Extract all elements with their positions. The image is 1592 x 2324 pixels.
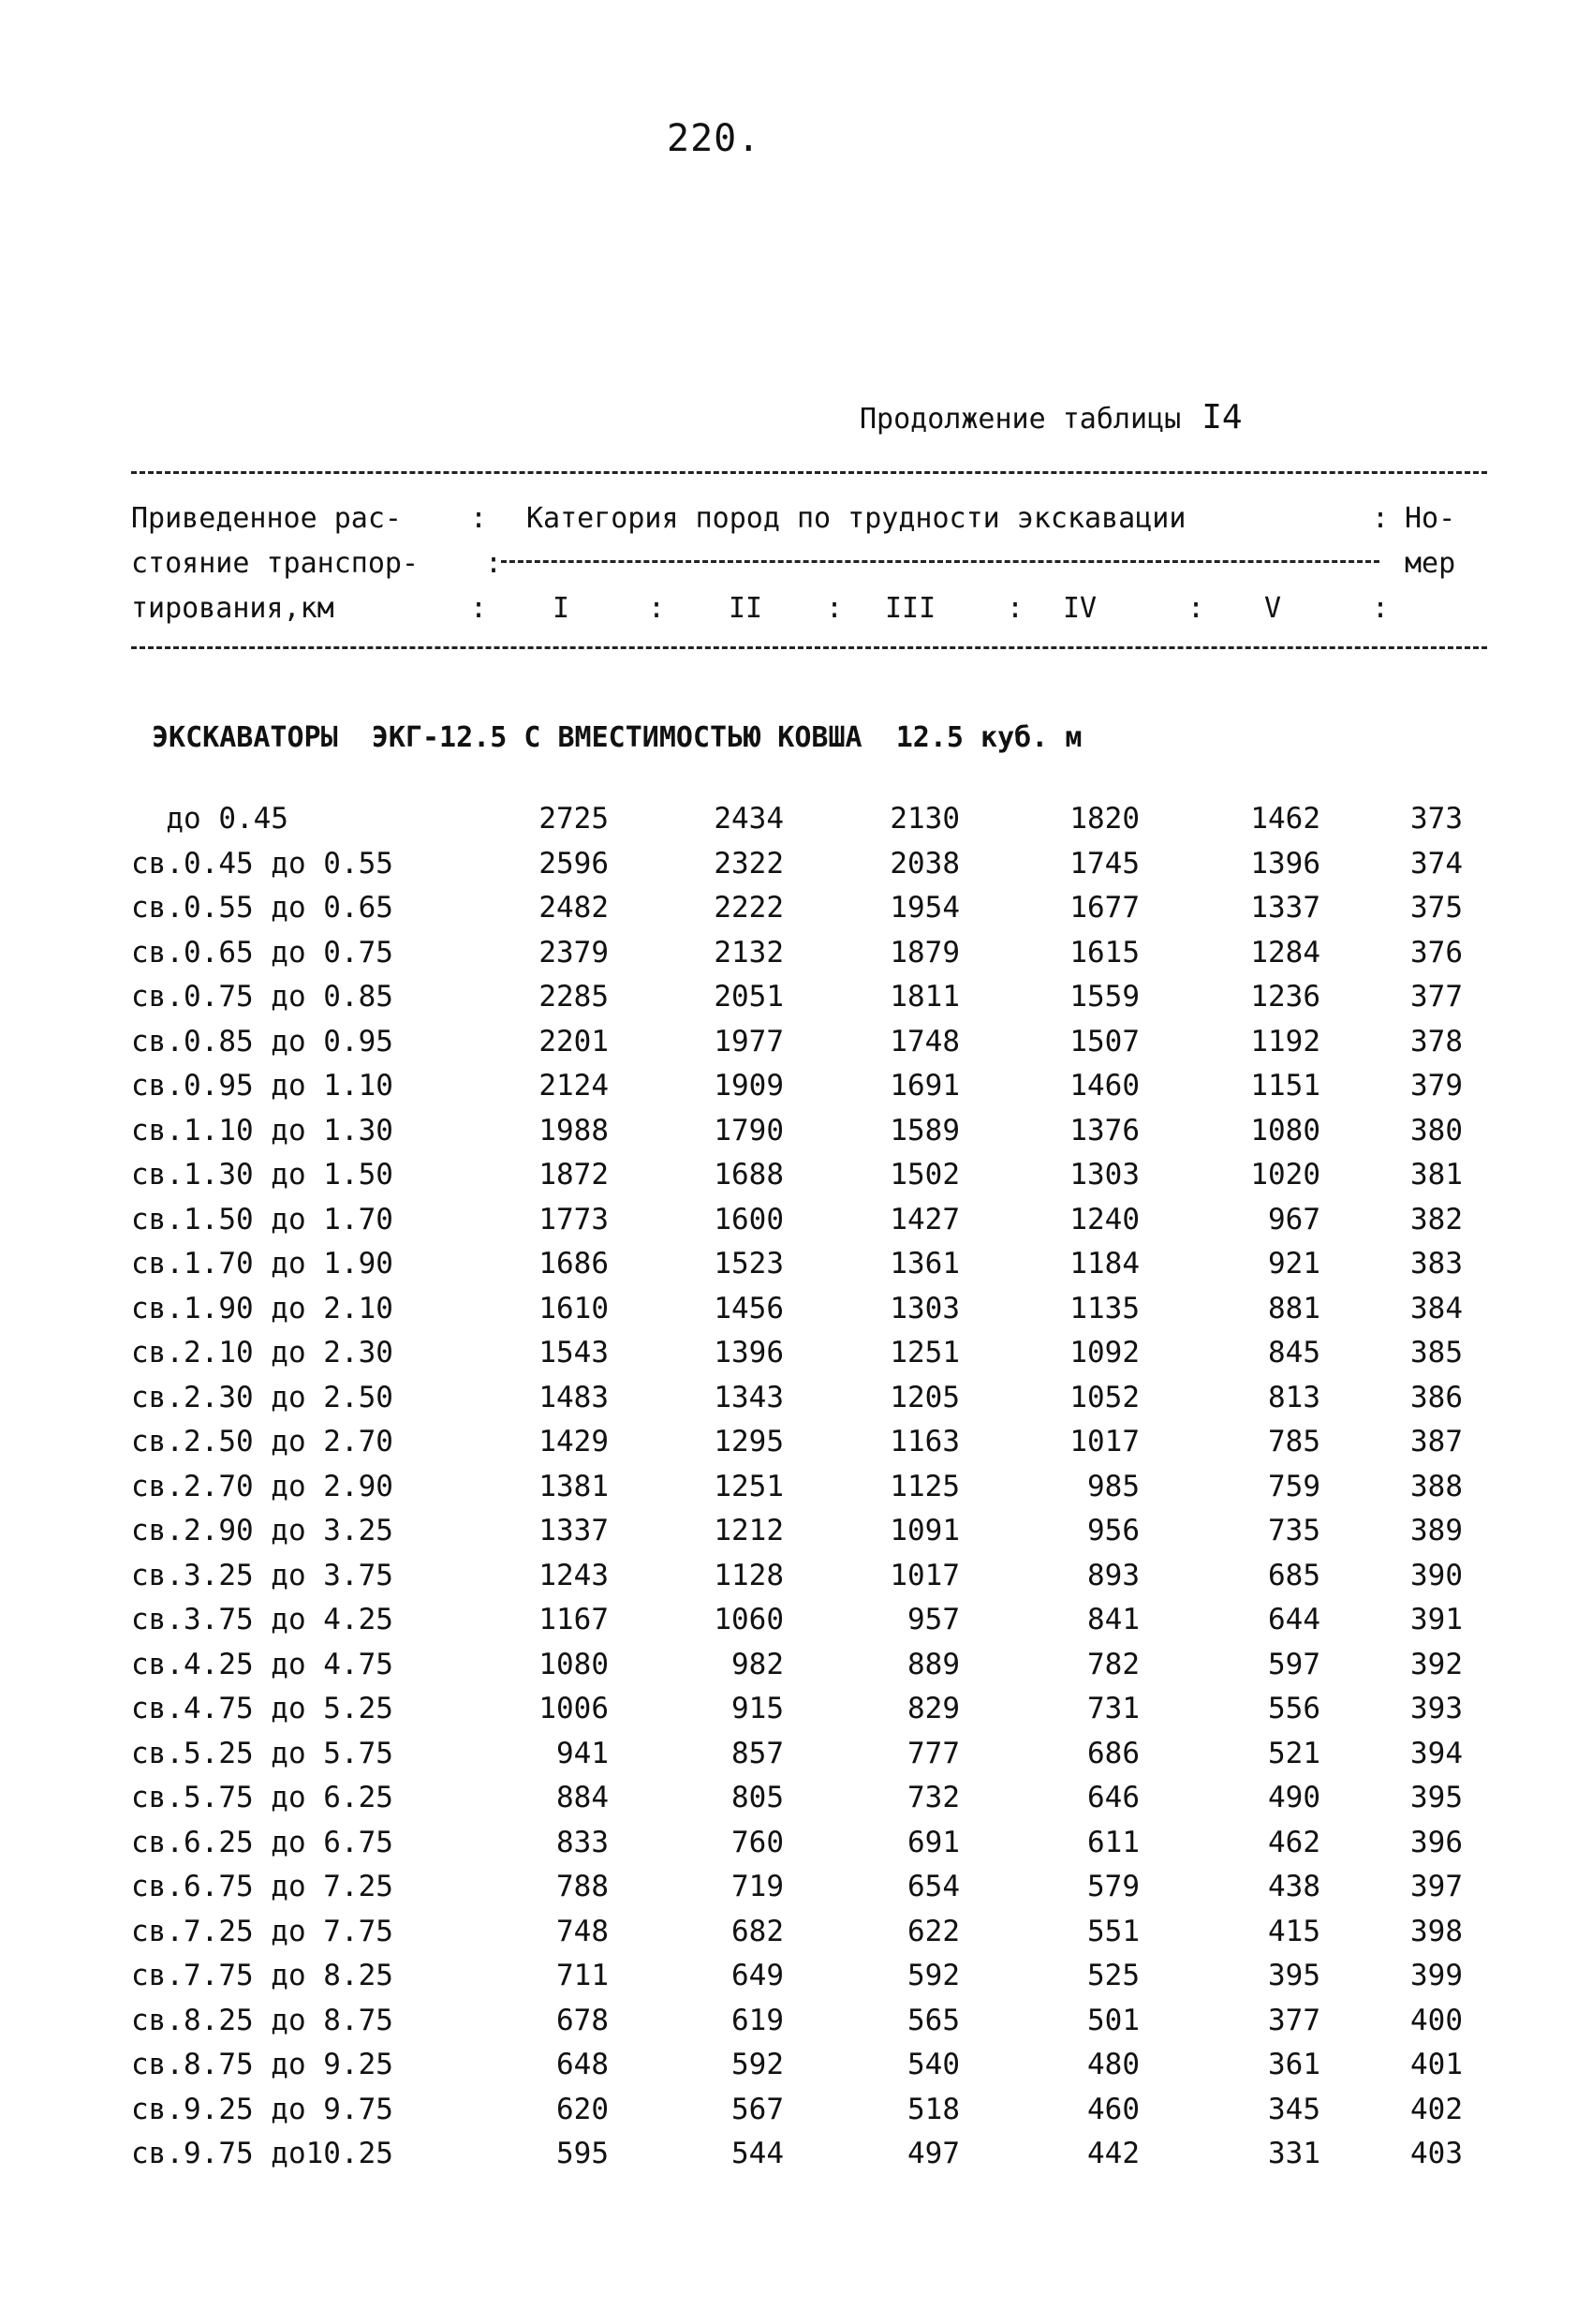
distance-range: св.2.10 до 2.30 [131,1336,393,1369]
category-5-value: 438 [1268,1870,1320,1903]
row-number: 403 [1410,2137,1463,2170]
category-4-value: 893 [1087,1558,1140,1592]
category-4-value: 1052 [1069,1380,1140,1414]
table-row [0,1425,1592,1470]
category-2-value: 1909 [714,1069,784,1103]
header-category-3: III [885,592,936,625]
category-3-value: 1502 [890,1158,960,1192]
category-4-value: 1376 [1069,1113,1140,1147]
table-row [0,1692,1592,1737]
category-4-value: 611 [1087,1825,1140,1859]
header-sep: : [1187,592,1205,625]
category-3-value: 654 [907,1870,960,1903]
category-3-value: 1811 [890,980,960,1014]
category-3-value: 1361 [890,1247,960,1280]
category-4-value: 1184 [1069,1247,1140,1280]
category-1-value: 711 [556,1959,609,1992]
category-2-value: 2434 [714,802,784,836]
table-row [0,980,1592,1025]
row-number: 382 [1410,1202,1463,1236]
table-row [0,1559,1592,1604]
category-5-value: 1080 [1250,1113,1320,1147]
row-number: 393 [1410,1692,1463,1725]
category-4-value: 1303 [1069,1158,1140,1192]
row-number: 389 [1410,1514,1463,1547]
category-3-value: 1091 [890,1514,960,1547]
header-sep: : [826,592,844,625]
category-2-value: 719 [731,1870,784,1903]
category-2-value: 805 [731,1781,784,1814]
table-row [0,1247,1592,1292]
category-1-value: 2596 [538,846,609,881]
table-row [0,1870,1592,1915]
table-row [0,1959,1592,2004]
category-5-value: 395 [1268,1959,1320,1992]
header-sep: : [648,592,666,625]
table-row [0,847,1592,892]
category-3-value: 889 [907,1647,960,1681]
distance-range: св.7.25 до 7.75 [131,1914,393,1948]
table-row [0,891,1592,936]
category-3-value: 2130 [890,802,960,836]
distance-range: св.0.75 до 0.85 [131,980,393,1014]
category-2-value: 1251 [714,1469,784,1503]
category-4-value: 841 [1087,1603,1140,1636]
header-category-2: II [729,592,763,625]
category-2-value: 2322 [714,846,784,881]
category-4-value: 579 [1087,1870,1140,1903]
distance-range: св.9.25 до 9.75 [131,2092,393,2126]
distance-range: св.0.45 до 0.55 [131,846,393,881]
row-number: 398 [1410,1914,1463,1948]
distance-range: св.0.85 до 0.95 [131,1024,393,1058]
category-4-value: 1820 [1069,802,1140,836]
header-group-title: Категория пород по трудности экскавации [526,502,1187,535]
category-3-value: 592 [907,1959,960,1992]
category-5-value: 415 [1268,1914,1320,1948]
header-category-5: V [1264,592,1282,625]
table-top-rule [131,471,1487,474]
category-1-value: 1610 [538,1291,609,1325]
category-3-value: 957 [907,1603,960,1636]
category-3-value: 518 [907,2092,960,2126]
category-3-value: 732 [907,1781,960,1814]
distance-range: св.0.95 до 1.10 [131,1069,393,1103]
category-5-value: 1396 [1250,846,1320,881]
category-4-value: 1745 [1069,846,1140,881]
distance-range: св.1.10 до 1.30 [131,1113,393,1147]
category-1-value: 2725 [538,802,609,836]
distance-range: св.4.25 до 4.75 [131,1647,393,1681]
category-3-value: 1303 [890,1291,960,1325]
row-number: 383 [1410,1247,1463,1280]
table-row [0,1781,1592,1826]
category-4-value: 1677 [1069,891,1140,925]
category-2-value: 2132 [714,935,784,970]
row-number: 377 [1410,980,1463,1014]
table-row [0,1381,1592,1426]
category-5-value: 1236 [1250,980,1320,1014]
distance-range: св.8.75 до 9.25 [131,2048,393,2081]
table-row [0,936,1592,981]
category-1-value: 595 [556,2137,609,2170]
table-row [0,1648,1592,1693]
table-row [0,2137,1592,2182]
category-1-value: 1080 [538,1647,609,1681]
row-number: 402 [1410,2092,1463,2126]
table-row [0,1514,1592,1559]
category-5-value: 785 [1268,1425,1320,1458]
distance-range: св.9.75 до10.25 [131,2137,393,2170]
row-number: 397 [1410,1870,1463,1903]
distance-range: св.2.90 до 3.25 [131,1514,393,1547]
category-2-value: 1790 [714,1113,784,1147]
category-5-value: 490 [1268,1781,1320,1814]
category-1-value: 2124 [538,1069,609,1103]
category-4-value: 686 [1087,1736,1140,1770]
category-4-value: 551 [1087,1914,1140,1948]
table-row [0,1292,1592,1337]
section-title: ЭКСКАВАТОРЫ ЭКГ-12.5 С ВМЕСТИМОСТЬЮ КОВША 12.5 куб. м [152,721,1083,754]
table-row [0,1114,1592,1159]
table-row [0,1470,1592,1515]
category-2-value: 857 [731,1736,784,1770]
table-continuation-label [860,398,1243,437]
distance-range: до 0.45 [131,802,288,836]
row-number: 396 [1410,1825,1463,1859]
category-1-value: 2482 [538,891,609,925]
category-3-value: 540 [907,2048,960,2081]
page-number: 220. [667,117,761,160]
category-5-value: 361 [1268,2048,1320,2081]
category-2-value: 2051 [714,980,784,1014]
category-2-value: 567 [731,2092,784,2126]
table-row [0,1158,1592,1203]
category-5-value: 1192 [1250,1024,1320,1058]
category-4-value: 1240 [1069,1202,1140,1236]
category-4-value: 731 [1087,1692,1140,1725]
row-number: 384 [1410,1291,1463,1325]
distance-range: св.2.70 до 2.90 [131,1469,393,1503]
row-number: 386 [1410,1380,1463,1414]
table-row [0,1737,1592,1782]
table-row [0,2004,1592,2049]
category-5-value: 1151 [1250,1069,1320,1103]
header-sep: : [470,502,488,535]
header-col1-line3: тирования,км [131,592,334,625]
row-number: 388 [1410,1469,1463,1503]
table-row [0,1336,1592,1381]
category-5-value: 331 [1268,2137,1320,2170]
category-3-value: 1954 [890,891,960,925]
distance-range: св.8.25 до 8.75 [131,2003,393,2037]
category-5-value: 521 [1268,1736,1320,1770]
category-3-value: 2038 [890,846,960,881]
row-number: 375 [1410,891,1463,925]
distance-range: св.5.25 до 5.75 [131,1736,393,1770]
category-4-value: 1460 [1069,1069,1140,1103]
category-5-value: 597 [1268,1647,1320,1681]
category-2-value: 2222 [714,891,784,925]
category-1-value: 2285 [538,980,609,1014]
table-row [0,1069,1592,1114]
category-3-value: 1427 [890,1202,960,1236]
table-row [0,1603,1592,1648]
table-body [0,802,1592,2182]
row-number: 380 [1410,1113,1463,1147]
category-5-value: 967 [1268,1202,1320,1236]
header-sep: : [470,592,488,625]
distance-range: св.1.50 до 1.70 [131,1202,393,1236]
category-3-value: 1163 [890,1425,960,1458]
category-3-value: 829 [907,1692,960,1725]
header-col1-line1: Приведенное рас- [131,502,402,535]
category-4-value: 480 [1087,2048,1140,2081]
category-3-value: 1017 [890,1558,960,1592]
category-2-value: 1396 [714,1336,784,1369]
category-5-value: 377 [1268,2003,1320,2037]
category-5-value: 813 [1268,1380,1320,1414]
category-1-value: 1167 [538,1603,609,1636]
row-number: 385 [1410,1336,1463,1369]
table-row [0,802,1592,847]
category-4-value: 460 [1087,2092,1140,2126]
row-number: 394 [1410,1736,1463,1770]
table-row [0,1025,1592,1070]
category-4-value: 501 [1087,2003,1140,2037]
row-number: 381 [1410,1158,1463,1192]
row-number: 399 [1410,1959,1463,1992]
category-3-value: 777 [907,1736,960,1770]
category-2-value: 1295 [714,1425,784,1458]
category-2-value: 1977 [714,1024,784,1058]
category-5-value: 462 [1268,1825,1320,1859]
category-1-value: 833 [556,1825,609,1859]
row-number: 387 [1410,1425,1463,1458]
row-number: 373 [1410,802,1463,836]
category-4-value: 1507 [1069,1024,1140,1058]
category-5-value: 735 [1268,1514,1320,1547]
category-1-value: 788 [556,1870,609,1903]
category-4-value: 1615 [1069,935,1140,970]
category-3-value: 497 [907,2137,960,2170]
category-2-value: 1128 [714,1558,784,1592]
category-1-value: 1773 [538,1202,609,1236]
row-number: 392 [1410,1647,1463,1681]
category-3-value: 1691 [890,1069,960,1103]
distance-range: св.0.55 до 0.65 [131,891,393,925]
category-3-value: 1879 [890,935,960,970]
category-1-value: 620 [556,2092,609,2126]
table-row [0,1826,1592,1871]
category-2-value: 1060 [714,1603,784,1636]
distance-range: св.1.30 до 1.50 [131,1158,393,1192]
category-1-value: 1686 [538,1247,609,1280]
category-5-value: 881 [1268,1291,1320,1325]
category-5-value: 759 [1268,1469,1320,1503]
category-5-value: 1462 [1250,802,1320,836]
row-number: 379 [1410,1069,1463,1103]
category-2-value: 544 [731,2137,784,2170]
category-4-value: 1559 [1069,980,1140,1014]
category-2-value: 1456 [714,1291,784,1325]
category-5-value: 556 [1268,1692,1320,1725]
category-5-value: 345 [1268,2092,1320,2126]
category-2-value: 1343 [714,1380,784,1414]
category-2-value: 915 [731,1692,784,1725]
category-1-value: 1381 [538,1469,609,1503]
distance-range: св.4.75 до 5.25 [131,1692,393,1725]
category-1-value: 1243 [538,1558,609,1592]
header-number-line2: мер [1405,547,1456,580]
category-4-value: 646 [1087,1781,1140,1814]
category-1-value: 648 [556,2048,609,2081]
category-3-value: 565 [907,2003,960,2037]
category-5-value: 644 [1268,1603,1320,1636]
distance-range: св.0.65 до 0.75 [131,935,393,970]
table-row [0,2093,1592,2138]
continuation-text: Продолжение таблицы [860,403,1182,436]
category-3-value: 1589 [890,1113,960,1147]
category-1-value: 1872 [538,1158,609,1192]
category-1-value: 1483 [538,1380,609,1414]
distance-range: св.2.50 до 2.70 [131,1425,393,1458]
category-1-value: 748 [556,1914,609,1948]
header-category-4: IV [1063,592,1098,625]
category-1-value: 2201 [538,1024,609,1058]
header-sep: : [1007,592,1024,625]
category-1-value: 2379 [538,935,609,970]
distance-range: св.5.75 до 6.25 [131,1781,393,1814]
distance-range: св.1.70 до 1.90 [131,1247,393,1280]
row-number: 376 [1410,935,1463,970]
header-sep: : [1372,592,1390,625]
category-2-value: 1600 [714,1202,784,1236]
row-number: 401 [1410,2048,1463,2081]
category-1-value: 884 [556,1781,609,1814]
row-number: 374 [1410,846,1463,881]
category-1-value: 1337 [538,1514,609,1547]
header-col1-line2: стояние транспор- [131,547,420,580]
header-category-1: I [553,592,570,625]
table-number: I4 [1201,398,1243,437]
category-1-value: 678 [556,2003,609,2037]
row-number: 400 [1410,2003,1463,2037]
category-5-value: 921 [1268,1247,1320,1280]
category-2-value: 649 [731,1959,784,1992]
table-row [0,2048,1592,2093]
category-4-value: 985 [1087,1469,1140,1503]
category-2-value: 1523 [714,1247,784,1280]
category-3-value: 1748 [890,1024,960,1058]
category-4-value: 442 [1087,2137,1140,2170]
category-4-value: 956 [1087,1514,1140,1547]
category-1-value: 1988 [538,1113,609,1147]
category-5-value: 1337 [1250,891,1320,925]
category-4-value: 1092 [1069,1336,1140,1369]
category-4-value: 525 [1087,1959,1140,1992]
header-number-line1: Но- [1405,502,1456,535]
distance-range: св.3.75 до 4.25 [131,1603,393,1636]
category-1-value: 1543 [538,1336,609,1369]
category-1-value: 941 [556,1736,609,1770]
category-5-value: 1020 [1250,1158,1320,1192]
category-4-value: 782 [1087,1647,1140,1681]
distance-range: св.3.25 до 3.75 [131,1558,393,1592]
header-sep: : [1372,502,1390,535]
category-3-value: 622 [907,1914,960,1948]
category-2-value: 1212 [714,1514,784,1547]
table-header-bottom-rule [131,646,1487,649]
category-3-value: 691 [907,1825,960,1859]
category-2-value: 1688 [714,1158,784,1192]
category-2-value: 982 [731,1647,784,1681]
category-2-value: 592 [731,2048,784,2081]
category-3-value: 1205 [890,1380,960,1414]
distance-range: св.1.90 до 2.10 [131,1291,393,1325]
row-number: 390 [1410,1558,1463,1592]
category-1-value: 1006 [538,1692,609,1725]
table-row [0,1203,1592,1248]
distance-range: св.6.75 до 7.25 [131,1870,393,1903]
header-subrule [501,560,1379,563]
category-4-value: 1017 [1069,1425,1140,1458]
row-number: 378 [1410,1024,1463,1058]
category-5-value: 845 [1268,1336,1320,1369]
table-row [0,1915,1592,1960]
row-number: 395 [1410,1781,1463,1814]
category-4-value: 1135 [1069,1291,1140,1325]
category-2-value: 682 [731,1914,784,1948]
category-5-value: 1284 [1250,935,1320,970]
category-3-value: 1125 [890,1469,960,1503]
distance-range: св.6.25 до 6.75 [131,1825,393,1859]
category-5-value: 685 [1268,1558,1320,1592]
header-sep: : [485,547,503,580]
row-number: 391 [1410,1603,1463,1636]
category-2-value: 619 [731,2003,784,2037]
distance-range: св.7.75 до 8.25 [131,1959,393,1992]
category-1-value: 1429 [538,1425,609,1458]
category-3-value: 1251 [890,1336,960,1369]
category-2-value: 760 [731,1825,784,1859]
distance-range: св.2.30 до 2.50 [131,1380,393,1414]
